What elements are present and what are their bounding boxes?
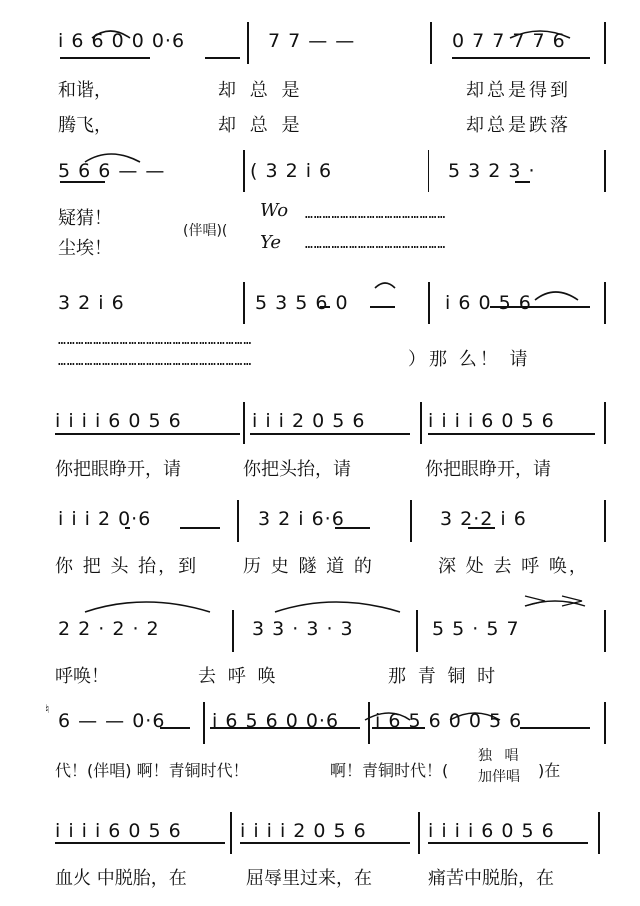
row7-lyric3: )在 <box>538 761 561 780</box>
row4-lyric3: 你把眼睁开，请 <box>425 459 551 480</box>
barline <box>243 282 245 324</box>
row6-measure1: 2 2 · 2 · 2 <box>58 618 160 640</box>
barline <box>430 22 432 64</box>
row2-measure1: 5 6 6 — — <box>58 160 166 182</box>
barline <box>604 500 606 542</box>
barline <box>203 702 205 744</box>
row1-lyric2: 却 总 是 <box>218 80 304 101</box>
row7-chorus-label: 加伴唱 <box>478 769 520 785</box>
barline <box>368 702 370 744</box>
row5-measure2: 3 2 i 6·6 <box>258 508 345 530</box>
row5-measure3: 3 2·2 i 6 <box>440 508 527 530</box>
barline <box>410 500 412 542</box>
row3-measure2: 5 3 5 6 0 <box>255 292 349 314</box>
row2-dots-1: ………………………………………… <box>305 207 447 222</box>
barline <box>604 702 606 744</box>
row4-measure2: i i i 2 0 5 6 <box>252 410 366 432</box>
row2-measure2: ( 3 2 i 6 <box>250 160 333 182</box>
row7-measure2: i 6 5 6 0 0·6 <box>212 710 340 732</box>
row6-lyric3: 那 青 铜 时 <box>388 666 499 687</box>
row8-lyric1: 血火 中脱胎，在 <box>55 868 187 889</box>
barline <box>418 812 420 854</box>
barline <box>604 150 606 192</box>
row3-dots-1: ………………………………………………………… <box>58 333 253 348</box>
row4-lyric1: 你把眼睁开，请 <box>55 459 181 480</box>
row2-measure3: 5 3 2 3 · <box>448 160 536 182</box>
row8-measure2: i i i i 2 0 5 6 <box>240 820 367 842</box>
row1-measure3: 0 7 7 7 7 6 <box>452 30 566 52</box>
barline <box>420 402 422 444</box>
row3-measure1: 3 2 i 6 <box>58 292 125 314</box>
row1-lyric4: 腾飞， <box>58 115 112 136</box>
row1-measure1: i 6 6 0 0 0·6 <box>58 30 186 52</box>
barline <box>604 402 606 444</box>
row7-lyric2: 啊！青铜时代！( <box>330 761 449 780</box>
row2-vocal-wo: Wo <box>260 200 289 221</box>
row5-lyric1: 你 把 头 抬，到 <box>55 556 199 577</box>
barline <box>230 812 232 854</box>
row7-measure3: i 6 5 6 0 0 5 6 <box>375 710 523 732</box>
barline <box>604 282 606 324</box>
row7-measure1: 6 — — 0·6 <box>58 710 166 732</box>
row8-lyric2: 屈辱里过来，在 <box>246 868 372 889</box>
row4-lyric2: 你把头抬，请 <box>243 459 351 480</box>
row2-lyric1: 疑猜！ <box>58 208 112 229</box>
row2-accomp-label: (伴唱)( <box>183 223 228 239</box>
key-change-mark: ♮ <box>45 702 50 716</box>
barline <box>604 610 606 652</box>
row1-measure2: 7 7 — — <box>268 30 356 52</box>
row4-measure3: i i i i 6 0 5 6 <box>428 410 555 432</box>
barline <box>604 22 606 64</box>
row6-measure3: 5 5 · 5 7 <box>432 618 520 640</box>
row3-lyric: ）那 么！ 请 <box>408 349 531 370</box>
row3-measure3: i 6 0 5 6 <box>445 292 532 314</box>
row8-measure3: i i i i 6 0 5 6 <box>428 820 555 842</box>
row2-lyric2: 尘埃！ <box>58 238 112 259</box>
row6-measure2: 3 3 · 3 · 3 <box>252 618 354 640</box>
row1-lyric5: 却 总 是 <box>218 115 304 136</box>
barline <box>416 610 418 652</box>
row5-lyric2: 历 史 隧 道 的 <box>243 556 374 577</box>
barline <box>243 402 245 444</box>
barline <box>428 282 430 324</box>
row2-vocal-ye: Ye <box>260 232 281 253</box>
row3-dots-2: ………………………………………………………… <box>58 354 253 369</box>
row7-solo-label: 独 唱 <box>478 748 523 764</box>
row1-lyric1: 和谐， <box>58 80 112 101</box>
row8-lyric3: 痛苦中脱胎，在 <box>428 868 554 889</box>
row6-lyric2: 去 呼 唤 <box>198 666 279 687</box>
barline <box>243 150 245 192</box>
row5-measure1: i i i 2 0·6 <box>58 508 152 530</box>
row4-measure1: i i i i 6 0 5 6 <box>55 410 182 432</box>
barline <box>247 22 249 64</box>
barline <box>237 500 239 542</box>
row7-lyric1: 代！(伴唱) 啊！青铜时代！ <box>55 761 249 780</box>
row5-lyric3: 深 处 去 呼 唤， <box>438 556 589 577</box>
barline <box>232 610 234 652</box>
row1-lyric3: 却总是得到 <box>466 80 571 101</box>
barline <box>598 812 600 854</box>
barline <box>428 150 429 192</box>
row1-lyric6: 却总是跌落 <box>466 115 571 136</box>
row6-lyric1: 呼唤！ <box>55 666 109 687</box>
row2-dots-2: ………………………………………… <box>305 237 447 252</box>
row8-measure1: i i i i 6 0 5 6 <box>55 820 182 842</box>
